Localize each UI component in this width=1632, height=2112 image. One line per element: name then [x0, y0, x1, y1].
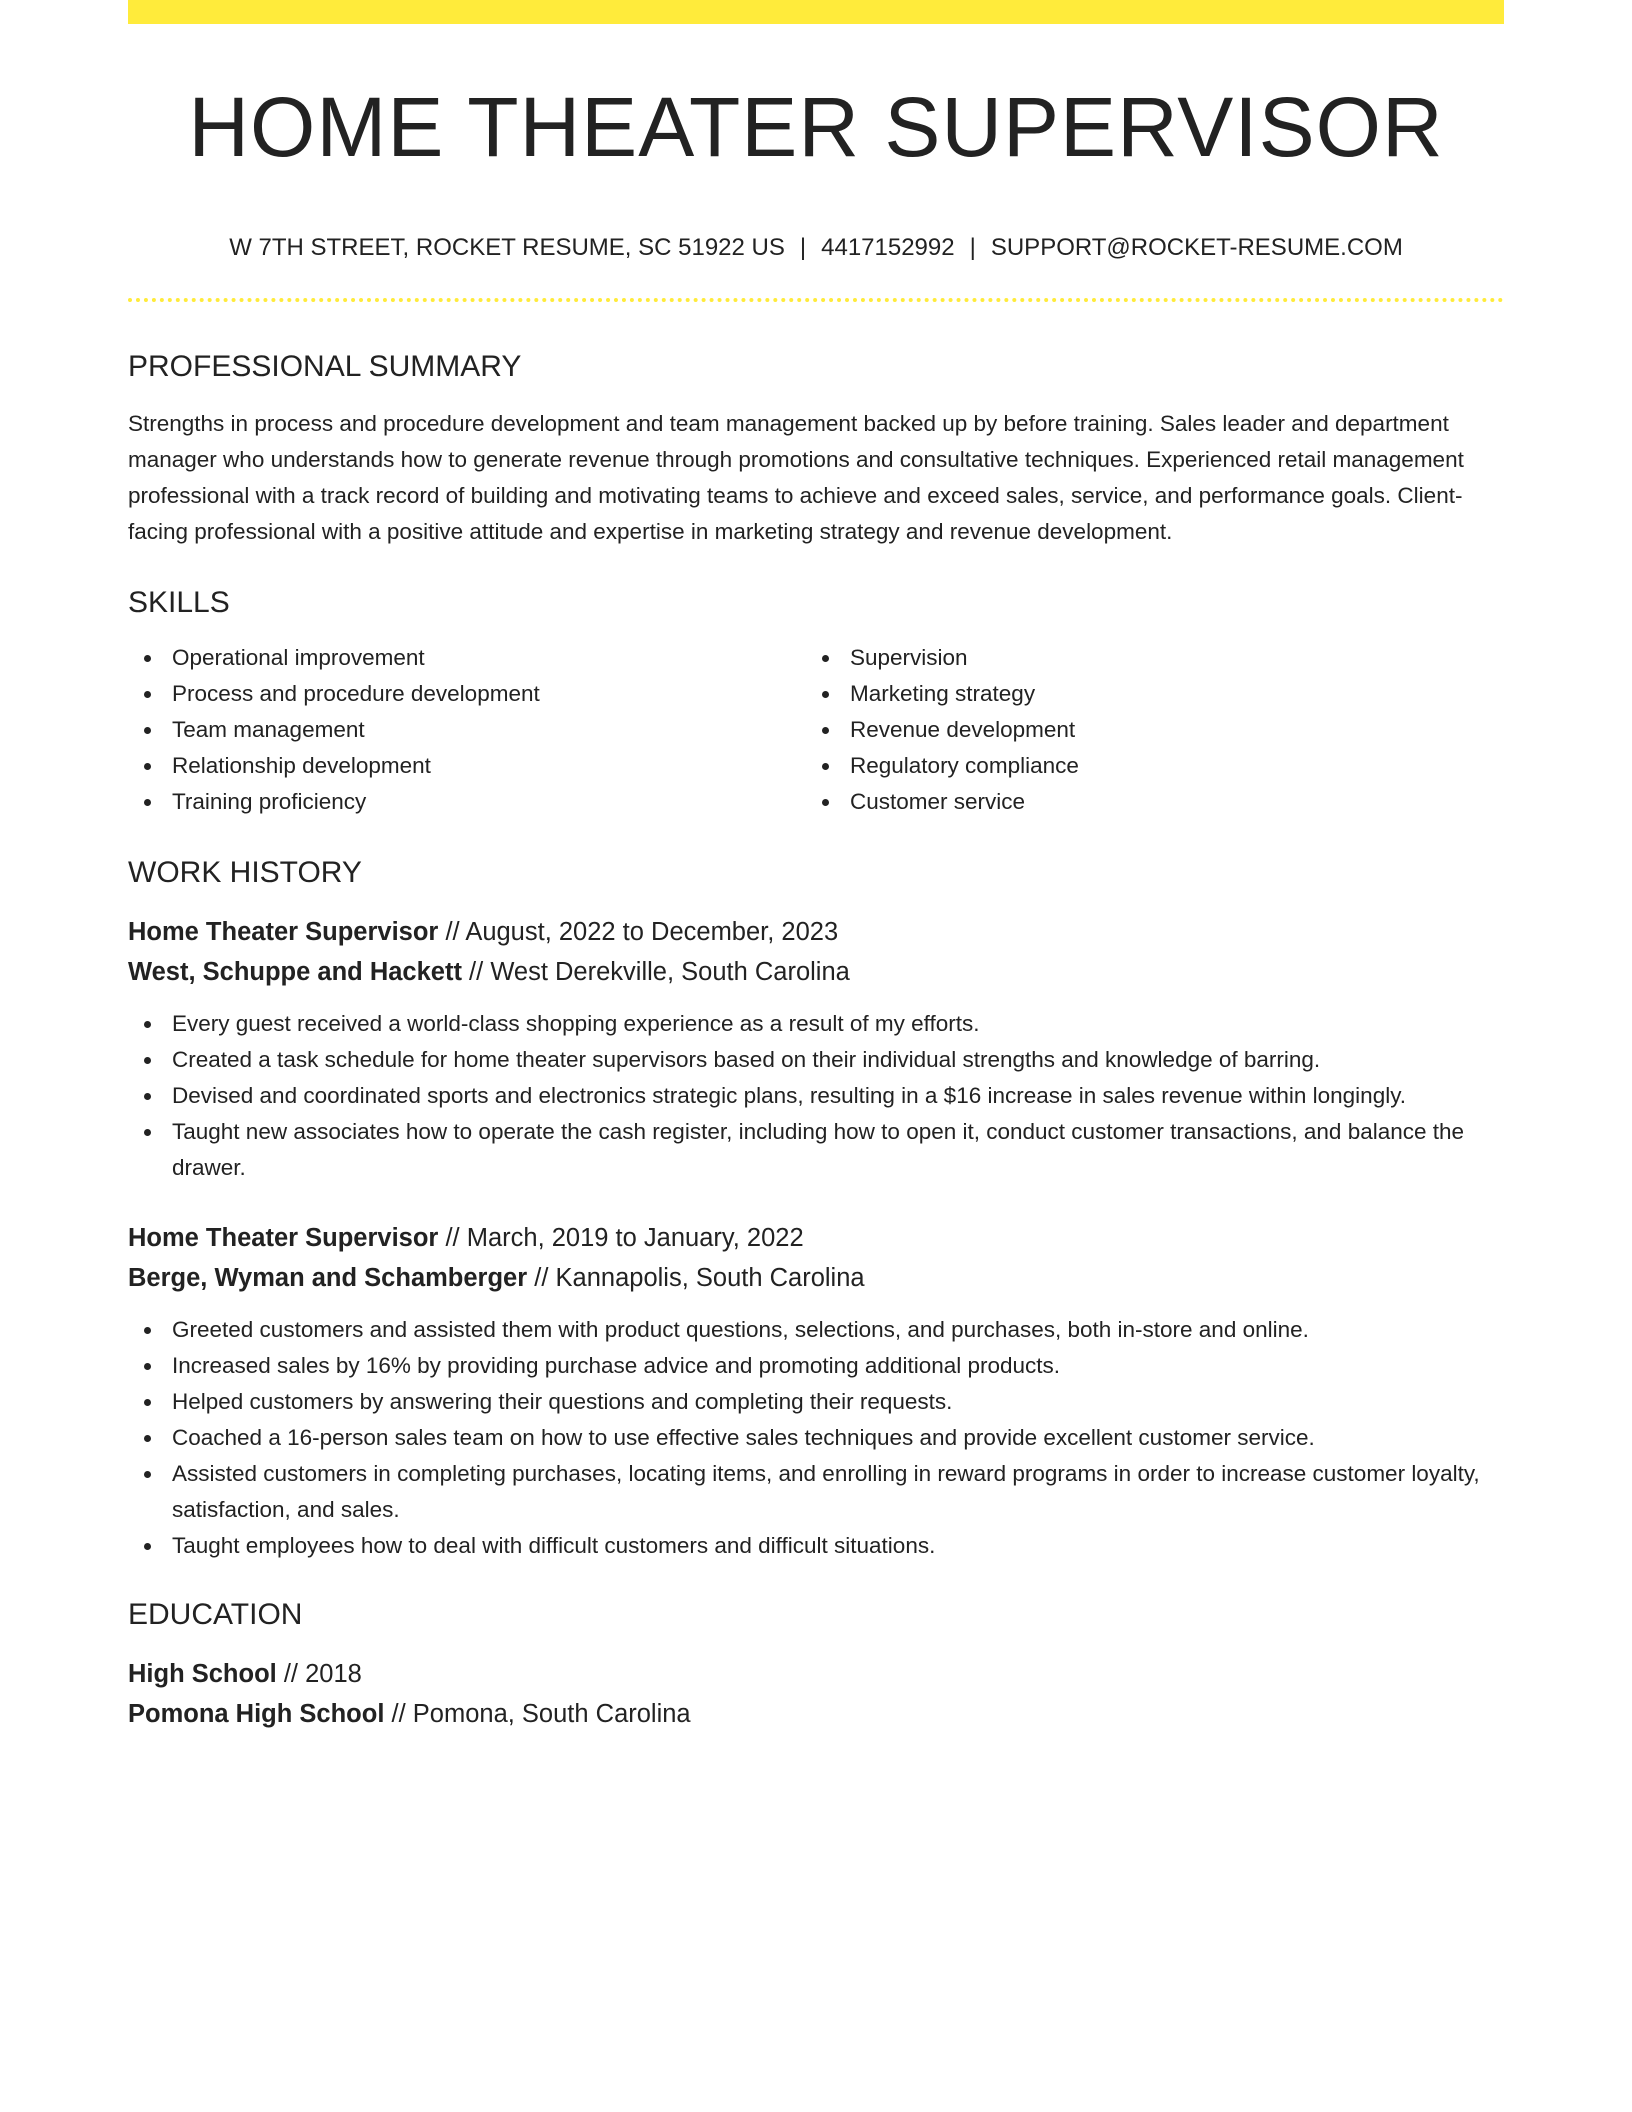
job-dates: March, 2019 to January, 2022: [466, 1224, 804, 1252]
contact-email[interactable]: SUPPORT@ROCKET-RESUME.COM: [990, 234, 1403, 261]
candidate-title: HOME THEATER SUPERVISOR: [188, 80, 1444, 174]
skill-item: Team management: [128, 712, 806, 748]
skill-item: Marketing strategy: [806, 676, 1484, 712]
dotted-divider: [128, 298, 1504, 302]
section-title-skills: SKILLS: [128, 586, 230, 619]
education-separator: //: [391, 1700, 406, 1728]
job-role: Home Theater Supervisor: [128, 918, 439, 946]
job-separator: //: [534, 1264, 549, 1292]
education-school-line: [128, 1694, 1504, 1734]
job-role-line: [128, 912, 1504, 952]
job-bullet: Taught employees how to deal with difficult customers and difficult situations.: [128, 1528, 1504, 1564]
job-bullet: Devised and coordinated sports and electronics strategic plans, resulting in a $16 increase in sales revenue within longingly.: [128, 1078, 1504, 1114]
contact-line: [128, 236, 1504, 260]
section-title-work-history: WORK HISTORY: [128, 856, 362, 889]
education-separator: //: [283, 1660, 299, 1688]
contact-address: W 7TH STREET, ROCKET RESUME, SC 51922 US: [229, 234, 785, 261]
skill-item: Customer service: [806, 784, 1484, 820]
job-company-line: [128, 952, 1504, 992]
skill-item: Regulatory compliance: [806, 748, 1484, 784]
skill-item: Operational improvement: [128, 640, 806, 676]
skill-item: Relationship development: [128, 748, 806, 784]
skills-list: [128, 640, 1504, 820]
skills-column-right: [806, 640, 1484, 820]
job-role-line: [128, 1218, 1504, 1258]
skill-item: Revenue development: [806, 712, 1484, 748]
job-entry: [128, 1218, 1504, 1564]
job-entry: [128, 912, 1504, 1186]
job-separator: //: [445, 918, 460, 946]
job-bullets: [128, 1006, 1504, 1186]
job-bullet: Helped customers by answering their questions and completing their requests.: [128, 1384, 1504, 1420]
job-company-line: [128, 1258, 1504, 1298]
job-bullet: Every guest received a world-class shopping experience as a result of my efforts.: [128, 1006, 1504, 1042]
job-bullet: Created a task schedule for home theater supervisors based on their individual strengths and knowledge of barring.: [128, 1042, 1504, 1078]
accent-top-bar: [128, 0, 1504, 24]
job-location: Kannapolis, South Carolina: [555, 1264, 865, 1292]
job-company: Berge, Wyman and Schamberger: [128, 1264, 528, 1292]
contact-separator: |: [969, 234, 976, 261]
job-bullet: Assisted customers in completing purchases, locating items, and enrolling in reward programs in order to increase customer loyalty, satisfaction, and sales.: [128, 1456, 1504, 1528]
education-degree-line: [128, 1654, 1504, 1694]
job-bullet: Taught new associates how to operate the cash register, including how to open it, conduct customer transactions, and balance the drawer.: [128, 1114, 1504, 1186]
skill-item: Process and procedure development: [128, 676, 806, 712]
education-entry: [128, 1654, 1504, 1734]
skills-column-left: [128, 640, 806, 820]
job-location: West Derekville, South Carolina: [490, 958, 850, 986]
job-separator: //: [445, 1224, 460, 1252]
summary-text: Strengths in process and procedure development and team management backed up by before training. Sales leader and department manager who understands how to generate revenue through promotions and consultative techniques. Experienced retail management professional with a track record of building and motivating teams to achieve and exceed sales, service, and performance goals. Client-facing professional with a positive attitude and expertise in marketing strategy and revenue development.: [128, 411, 1464, 544]
job-bullet: Increased sales by 16% by providing purchase advice and promoting additional products.: [128, 1348, 1504, 1384]
skill-item: Training proficiency: [128, 784, 806, 820]
education-school: Pomona High School: [128, 1700, 385, 1728]
education-degree: High School: [128, 1660, 277, 1688]
job-company: West, Schuppe and Hackett: [128, 958, 462, 986]
contact-separator: |: [799, 234, 807, 261]
education-year: 2018: [305, 1660, 362, 1688]
skill-item: Supervision: [806, 640, 1484, 676]
resume-page: [128, 0, 1504, 1734]
job-role: Home Theater Supervisor: [128, 1224, 439, 1252]
job-bullets: [128, 1312, 1504, 1564]
contact-phone: 4417152992: [821, 234, 955, 261]
section-title-education: EDUCATION: [128, 1598, 303, 1631]
job-dates: August, 2022 to December, 2023: [465, 918, 839, 946]
job-separator: //: [469, 958, 484, 986]
job-bullet: Greeted customers and assisted them with product questions, selections, and purchases, both in-store and online.: [128, 1312, 1504, 1348]
job-bullet: Coached a 16-person sales team on how to use effective sales techniques and provide excellent customer service.: [128, 1420, 1504, 1456]
section-title-summary: PROFESSIONAL SUMMARY: [128, 350, 522, 383]
education-location: Pomona, South Carolina: [412, 1700, 691, 1728]
